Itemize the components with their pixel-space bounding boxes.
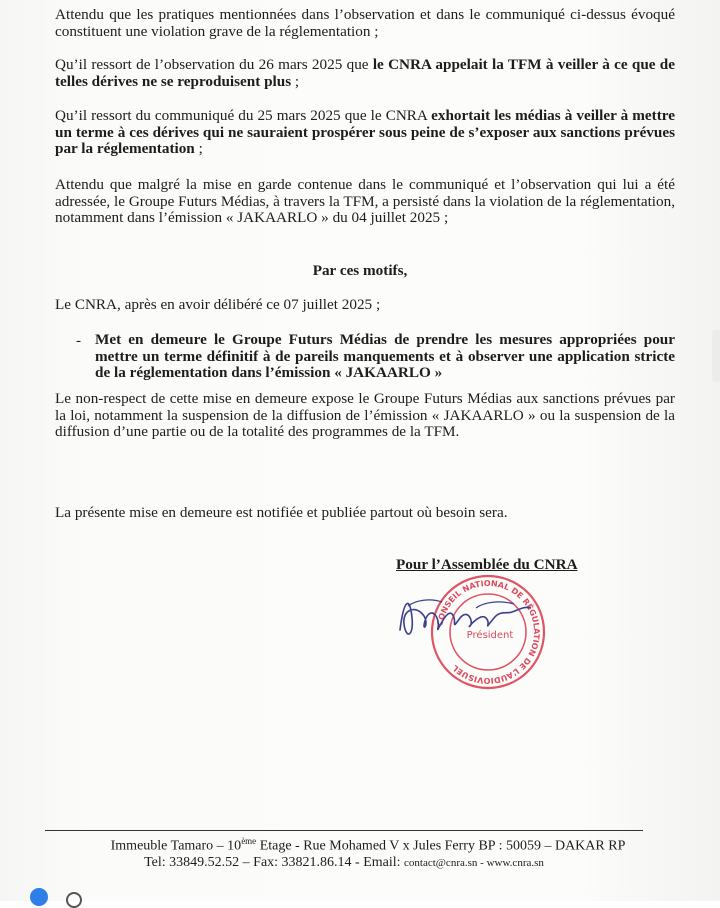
footer-superscript: ème xyxy=(241,836,257,846)
paragraph-text: Attendu que malgré la mise en garde contenue dans le communiqué et l’observation qui lui a été adressée, le Groupe Futurs Médias, à travers la TFM, a persisté dans la violation de la réglementation, notamment dans l’émission « JAKAARLO » du 04 juillet 2025 ; xyxy=(55,176,675,226)
stamp-ring-text: CONSEIL NATIONAL DE RÉGULATION DE L’AUDIOVISUEL xyxy=(435,578,542,686)
handwritten-signature xyxy=(390,588,540,648)
paragraph-text: Qu’il ressort de l’observation du 26 mars 2025 que xyxy=(55,56,373,73)
paragraph-text: Attendu que les pratiques mentionnées dans l’observation et dans le communiqué ci-dessus évoqué constituent une violation grave de la réglementation ; xyxy=(55,6,675,40)
reaction-icon[interactable] xyxy=(30,888,48,906)
scroll-handle[interactable] xyxy=(712,330,720,382)
list-bullet: - xyxy=(76,332,82,349)
paragraph-bold-text: exhortait les médias à veiller à mettre un terme à ces dérives qui ne sauraient prospérer sous peine de s’exposer aux sanctions prévues par la réglementation xyxy=(55,107,675,157)
footer-website: - www.cnra.sn xyxy=(477,857,544,869)
paragraph-notification xyxy=(55,505,675,522)
paragraph-observation-26-mars xyxy=(55,57,675,90)
paragraph-bold-text: Met en demeure le Groupe Futurs Médias de prendre les mesures appropriées pour mettre un terme définitif à de pareils manquements et à observer une application stricte de la réglementation dans l’émission « JAKAARLO » xyxy=(95,331,675,381)
footer-email: contact@cnra.sn xyxy=(404,857,478,869)
paragraph-deliberation xyxy=(55,297,675,314)
footer-contact xyxy=(0,855,704,871)
paragraph-communique-25-mars xyxy=(55,108,675,158)
footer-address xyxy=(8,836,720,855)
paragraph-non-respect xyxy=(55,391,675,441)
footer-address-text: Etage - Rue Mohamed V x Jules Ferry BP : 50059 – DAKAR RP xyxy=(256,838,626,854)
heading-par-ces-motifs: Par ces motifs, xyxy=(312,262,408,279)
paragraph-text: Qu’il ressort du communiqué du 25 mars 2025 que le CNRA xyxy=(55,107,432,124)
footer-contact-text: Tel: 33849.52.52 – Fax: 33821.86.14 - Email: xyxy=(144,855,405,870)
paragraph-mise-en-demeure xyxy=(95,332,675,382)
paragraph-attendu-malgre xyxy=(55,177,675,227)
paragraph-text: La présente mise en demeure est notifiée et publiée partout où besoin sera. xyxy=(55,504,508,521)
paragraph-text: Le non-respect de cette mise en demeure expose le Groupe Futurs Médias aux sanctions prévues par la loi, notamment la suspension de la diffusion de l’émission « JAKAARLO » ou la suspension de la diffusion d’une partie ou de la totalité des programmes de la TFM. xyxy=(55,390,675,440)
paragraph-text: ; xyxy=(291,72,300,90)
comment-icon[interactable] xyxy=(66,892,82,908)
footer-divider xyxy=(45,830,643,831)
signature-title: Pour l’Assemblée du CNRA xyxy=(396,556,578,573)
paragraph-text: Le CNRA, après en avoir délibéré ce 07 juillet 2025 ; xyxy=(55,296,381,313)
paragraph-attendu-pratiques xyxy=(55,7,675,40)
stamp-center-text: Président xyxy=(466,630,514,641)
paragraph-text: ; xyxy=(194,140,203,157)
paragraph-bold-text: le CNRA appelait la TFM à veiller à ce que de telles dérives ne se reproduisent plus xyxy=(55,56,675,90)
footer-address-text: Immeuble Tamaro – 10 xyxy=(110,838,242,854)
